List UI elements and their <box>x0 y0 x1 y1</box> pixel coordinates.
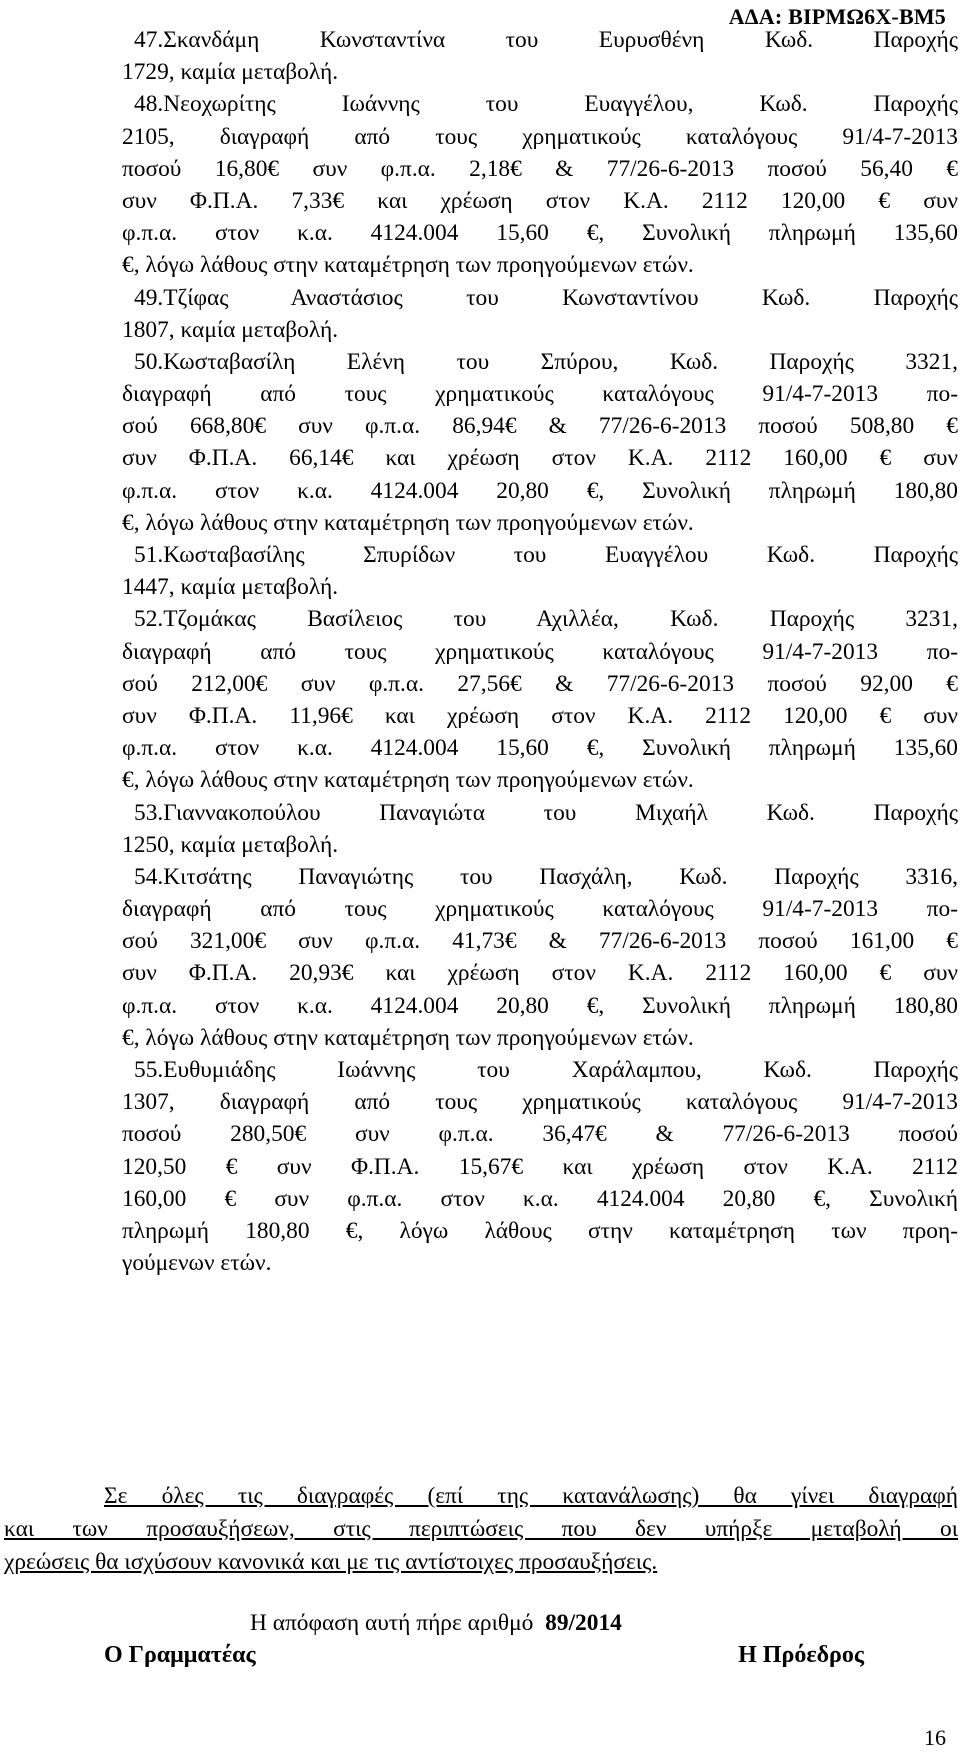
text-line: σού 668,80€ συν φ.π.α. 86,94€ & 77/26-6-2013 ποσού 508,80 € <box>122 413 958 440</box>
text-line: διαγραφή από τους χρηματικούς καταλόγους 91/4-7-2013 πο- <box>122 896 958 923</box>
text-line: ποσού 280,50€ συν φ.π.α. 36,47€ & 77/26-6-2013 ποσού <box>122 1121 958 1148</box>
text-line: φ.π.α. στον κ.α. 4124.004 20,80 €, Συνολική πληρωμή 180,80 <box>122 477 958 504</box>
text-line: 1447, καμία μεταβολή. <box>122 574 339 601</box>
page-number: 16 <box>924 1725 946 1750</box>
signature-secretary: Ο Γραμματέας <box>104 1642 256 1668</box>
text-line: 2105, διαγραφή από τους χρηματικούς καταλόγους 91/4-7-2013 <box>122 123 958 150</box>
document-body <box>122 24 958 1279</box>
text-line: 54.Κιτσάτης Παναγιώτης του Πασχάλη, Κωδ. Παροχής 3316, <box>134 863 958 890</box>
note-line-3: χρεώσεις θα ισχύσουν κανονικά και με τις αντίστοιχες προσαυξήσεις. <box>4 1549 658 1575</box>
text-line: €, λόγω λάθους στην καταμέτρηση των προηγούμενων ετών. <box>122 252 694 279</box>
note-line-2: και των προσαυξήσεων, στις περιπτώσεις που δεν υπήρξε μεταβολή οι <box>4 1516 958 1542</box>
decision-number: 89/2014 <box>545 1610 622 1636</box>
text-line: €, λόγω λάθους στην καταμέτρηση των προηγούμενων ετών. <box>122 1024 694 1051</box>
text-line: 50.Κωσταβασίλη Ελένη του Σπύρου, Κωδ. Παροχής 3321, <box>134 348 958 375</box>
text-line: συν Φ.Π.Α. 20,93€ και χρέωση στον Κ.Α. 2112 160,00 € συν <box>122 960 958 987</box>
text-line: 1307, διαγραφή από τους χρηματικούς καταλόγους 91/4-7-2013 <box>122 1089 958 1116</box>
text-line: διαγραφή από τους χρηματικούς καταλόγους 91/4-7-2013 πο- <box>122 638 958 665</box>
text-line: συν Φ.Π.Α. 7,33€ και χρέωση στον Κ.Α. 2112 120,00 € συν <box>122 187 958 214</box>
text-line: €, λόγω λάθους στην καταμέτρηση των προηγούμενων ετών. <box>122 509 694 536</box>
ada-code: ΑΔΑ: ΒΙΡΜΩ6Χ-ΒΜ5 <box>728 4 946 29</box>
text-line: 55.Ευθυμιάδης Ιωάννης του Χαράλαμπου, Κωδ. Παροχής <box>134 1057 958 1083</box>
text-line: φ.π.α. στον κ.α. 4124.004 20,80 €, Συνολική πληρωμή 180,80 <box>122 992 958 1019</box>
text-line: πληρωμή 180,80 €, λόγω λάθους στην καταμέτρηση των προη- <box>122 1217 958 1244</box>
text-line: συν Φ.Π.Α. 11,96€ και χρέωση στον Κ.Α. 2112 120,00 € συν <box>122 702 958 729</box>
text-line: 160,00 € συν φ.π.α. στον κ.α. 4124.004 20,80 €, Συνολική <box>122 1185 958 1212</box>
text-line: 48.Νεοχωρίτης Ιωάννης του Ευαγγέλου, Κωδ. Παροχής <box>134 91 958 118</box>
text-line: 51.Κωσταβασίλης Σπυρίδων του Ευαγγέλου Κωδ. Παροχής <box>134 542 958 568</box>
text-line: €, λόγω λάθους στην καταμέτρηση των προηγούμενων ετών. <box>122 767 694 794</box>
text-line: 47.Σκανδάμη Κωνσταντίνα του Ευρυσθένη Κωδ. Παροχής <box>134 27 958 53</box>
text-line: γούμενων ετών. <box>122 1250 272 1277</box>
text-line: φ.π.α. στον κ.α. 4124.004 15,60 €, Συνολική πληρωμή 135,60 <box>122 220 958 247</box>
text-line: 53.Γιαννακοπούλου Παναγιώτα του Μιχαήλ Κωδ. Παροχής <box>134 799 958 826</box>
signature-president: Η Πρόεδρος <box>738 1642 864 1668</box>
text-line: 1729, καμία μεταβολή. <box>122 59 339 86</box>
text-line: φ.π.α. στον κ.α. 4124.004 15,60 €, Συνολική πληρωμή 135,60 <box>122 735 958 762</box>
text-line: σού 321,00€ συν φ.π.α. 41,73€ & 77/26-6-2013 ποσού 161,00 € <box>122 928 958 955</box>
decision-line <box>250 1610 622 1637</box>
decision-text: Η απόφαση αυτή πήρε αριθμό <box>250 1610 534 1636</box>
text-line: διαγραφή από τους χρηματικούς καταλόγους 91/4-7-2013 πο- <box>122 381 958 408</box>
text-line: σού 212,00€ συν φ.π.α. 27,56€ & 77/26-6-2013 ποσού 92,00 € <box>122 670 958 697</box>
note-line-1: Σε όλες τις διαγραφές (επί της κατανάλωσης) θα γίνει διαγραφή <box>104 1483 958 1509</box>
text-line: 52.Τζομάκας Βασίλειος του Αχιλλέα, Κωδ. Παροχής 3231, <box>134 606 958 633</box>
text-line: συν Φ.Π.Α. 66,14€ και χρέωση στον Κ.Α. 2112 160,00 € συν <box>122 445 958 472</box>
text-line: 49.Τζίφας Αναστάσιος του Κωνσταντίνου Κωδ. Παροχής <box>134 284 958 311</box>
text-line: ποσού 16,80€ συν φ.π.α. 2,18€ & 77/26-6-2013 ποσού 56,40 € <box>122 155 958 182</box>
text-line: 1250, καμία μεταβολή. <box>122 831 339 858</box>
text-line: 1807, καμία μεταβολή. <box>122 316 339 343</box>
text-line: 120,50 € συν Φ.Π.Α. 15,67€ και χρέωση στον Κ.Α. 2112 <box>122 1153 958 1180</box>
